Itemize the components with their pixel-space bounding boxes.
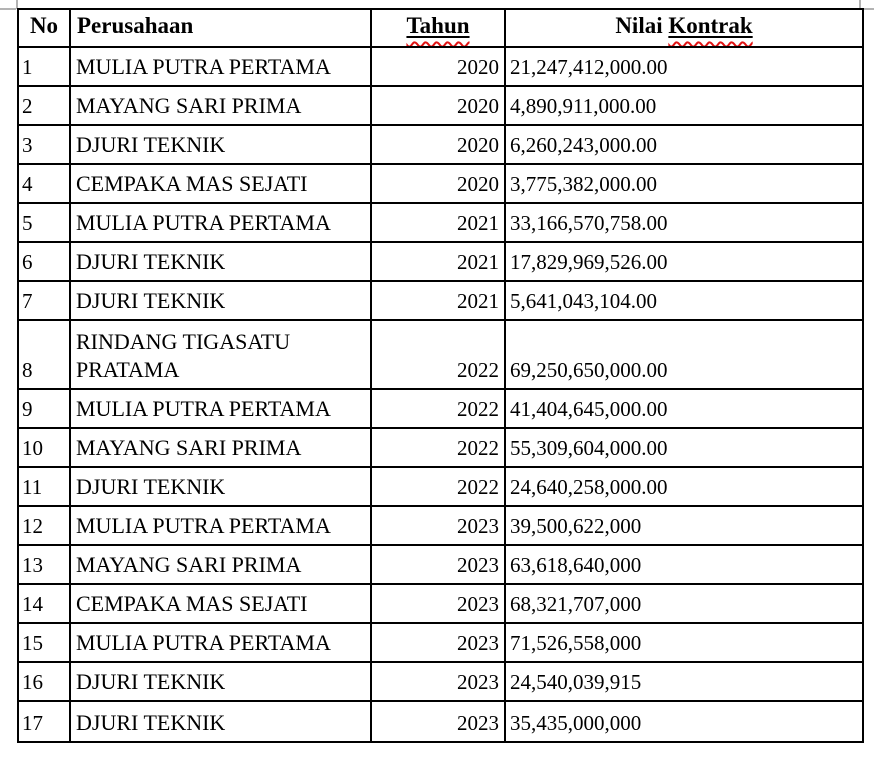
table-row: [18, 701, 863, 742]
cell-nilai-kontrak[interactable]: 41,404,645,000.00: [505, 389, 863, 428]
cell-no[interactable]: 5: [18, 203, 70, 242]
cell-tahun[interactable]: 2021: [371, 203, 505, 242]
cell-tahun[interactable]: 2020: [371, 86, 505, 125]
cell-no[interactable]: 3: [18, 125, 70, 164]
cell-no[interactable]: 6: [18, 242, 70, 281]
cell-no[interactable]: 7: [18, 281, 70, 320]
cell-perusahaan[interactable]: DJURI TEKNIK: [70, 242, 371, 281]
cell-tahun[interactable]: 2020: [371, 125, 505, 164]
text-boundary-mark-top-left-horizontal: [0, 8, 16, 10]
cell-nilai-kontrak[interactable]: 24,540,039,915: [505, 662, 863, 701]
table-row: [18, 86, 863, 125]
cell-perusahaan[interactable]: MAYANG SARI PRIMA: [70, 545, 371, 584]
cell-perusahaan[interactable]: DJURI TEKNIK: [70, 125, 371, 164]
cell-nilai-kontrak[interactable]: 69,250,650,000.00: [505, 320, 863, 389]
cell-tahun[interactable]: 2022: [371, 389, 505, 428]
cell-no[interactable]: 16: [18, 662, 70, 701]
cell-no[interactable]: 10: [18, 428, 70, 467]
cell-no[interactable]: 14: [18, 584, 70, 623]
cell-no[interactable]: 12: [18, 506, 70, 545]
cell-tahun[interactable]: 2022: [371, 428, 505, 467]
cell-tahun[interactable]: 2020: [371, 164, 505, 203]
cell-perusahaan[interactable]: MULIA PUTRA PERTAMA: [70, 47, 371, 86]
cell-tahun[interactable]: 2021: [371, 281, 505, 320]
cell-no[interactable]: 11: [18, 467, 70, 506]
cell-nilai-kontrak[interactable]: 55,309,604,000.00: [505, 428, 863, 467]
table-row: [18, 125, 863, 164]
table-header-row: [18, 9, 863, 47]
column-header-tahun[interactable]: [371, 9, 505, 47]
table-row: [18, 47, 863, 86]
cell-perusahaan[interactable]: CEMPAKA MAS SEJATI: [70, 584, 371, 623]
cell-nilai-kontrak[interactable]: 63,618,640,000: [505, 545, 863, 584]
cell-perusahaan[interactable]: MAYANG SARI PRIMA: [70, 428, 371, 467]
cell-perusahaan[interactable]: DJURI TEKNIK: [70, 467, 371, 506]
cell-no[interactable]: 9: [18, 389, 70, 428]
cell-tahun[interactable]: 2020: [371, 47, 505, 86]
table-row: [18, 242, 863, 281]
cell-perusahaan[interactable]: MULIA PUTRA PERTAMA: [70, 389, 371, 428]
cell-tahun[interactable]: 2023: [371, 506, 505, 545]
cell-nilai-kontrak[interactable]: 71,526,558,000: [505, 623, 863, 662]
cell-nilai-kontrak[interactable]: 21,247,412,000.00: [505, 47, 863, 86]
cell-nilai-kontrak[interactable]: 17,829,969,526.00: [505, 242, 863, 281]
cell-tahun[interactable]: 2022: [371, 320, 505, 389]
table-row: [18, 428, 863, 467]
cell-tahun[interactable]: 2021: [371, 242, 505, 281]
cell-tahun[interactable]: 2023: [371, 623, 505, 662]
cell-perusahaan[interactable]: MULIA PUTRA PERTAMA: [70, 203, 371, 242]
cell-perusahaan[interactable]: RINDANG TIGASATU PRATAMA: [70, 320, 371, 389]
cell-nilai-kontrak[interactable]: 4,890,911,000.00: [505, 86, 863, 125]
cell-perusahaan[interactable]: MAYANG SARI PRIMA: [70, 86, 371, 125]
table-body: [18, 47, 863, 742]
table-row: [18, 389, 863, 428]
cell-no[interactable]: 2: [18, 86, 70, 125]
cell-nilai-kontrak[interactable]: 24,640,258,000.00: [505, 467, 863, 506]
table-row: [18, 545, 863, 584]
cell-no[interactable]: 1: [18, 47, 70, 86]
cell-nilai-kontrak[interactable]: 3,775,382,000.00: [505, 164, 863, 203]
cell-perusahaan[interactable]: CEMPAKA MAS SEJATI: [70, 164, 371, 203]
cell-nilai-kontrak[interactable]: 5,641,043,104.00: [505, 281, 863, 320]
cell-perusahaan[interactable]: DJURI TEKNIK: [70, 662, 371, 701]
column-header-no[interactable]: No: [18, 9, 70, 47]
table-row: [18, 467, 863, 506]
table-row: [18, 623, 863, 662]
cell-no[interactable]: 8: [18, 320, 70, 389]
cell-no[interactable]: 15: [18, 623, 70, 662]
header-label-tahun: Tahun: [406, 13, 470, 38]
table-row: [18, 203, 863, 242]
cell-perusahaan[interactable]: DJURI TEKNIK: [70, 281, 371, 320]
cell-no[interactable]: 17: [18, 701, 70, 742]
column-header-nilai-kontrak[interactable]: [505, 9, 863, 47]
cell-nilai-kontrak[interactable]: 33,166,570,758.00: [505, 203, 863, 242]
cell-nilai-kontrak[interactable]: 35,435,000,000: [505, 701, 863, 742]
cell-tahun[interactable]: 2023: [371, 584, 505, 623]
cell-perusahaan[interactable]: MULIA PUTRA PERTAMA: [70, 506, 371, 545]
table-row: [18, 584, 863, 623]
table-row: [18, 164, 863, 203]
cell-perusahaan[interactable]: DJURI TEKNIK: [70, 701, 371, 742]
contracts-table: [17, 8, 864, 743]
cell-no[interactable]: 13: [18, 545, 70, 584]
header-label-nilai: Nilai: [615, 13, 663, 38]
cell-perusahaan[interactable]: MULIA PUTRA PERTAMA: [70, 623, 371, 662]
cell-no[interactable]: 4: [18, 164, 70, 203]
column-header-perusahaan[interactable]: Perusahaan: [70, 9, 371, 47]
cell-tahun[interactable]: 2023: [371, 701, 505, 742]
table-row: [18, 320, 863, 389]
cell-nilai-kontrak[interactable]: 68,321,707,000: [505, 584, 863, 623]
cell-nilai-kontrak[interactable]: 6,260,243,000.00: [505, 125, 863, 164]
cell-nilai-kontrak[interactable]: 39,500,622,000: [505, 506, 863, 545]
table-row: [18, 662, 863, 701]
cell-tahun[interactable]: 2022: [371, 467, 505, 506]
table-row: [18, 281, 863, 320]
cell-tahun[interactable]: 2023: [371, 545, 505, 584]
cell-tahun[interactable]: 2023: [371, 662, 505, 701]
table-row: [18, 506, 863, 545]
header-label-kontrak: Kontrak: [668, 13, 753, 38]
